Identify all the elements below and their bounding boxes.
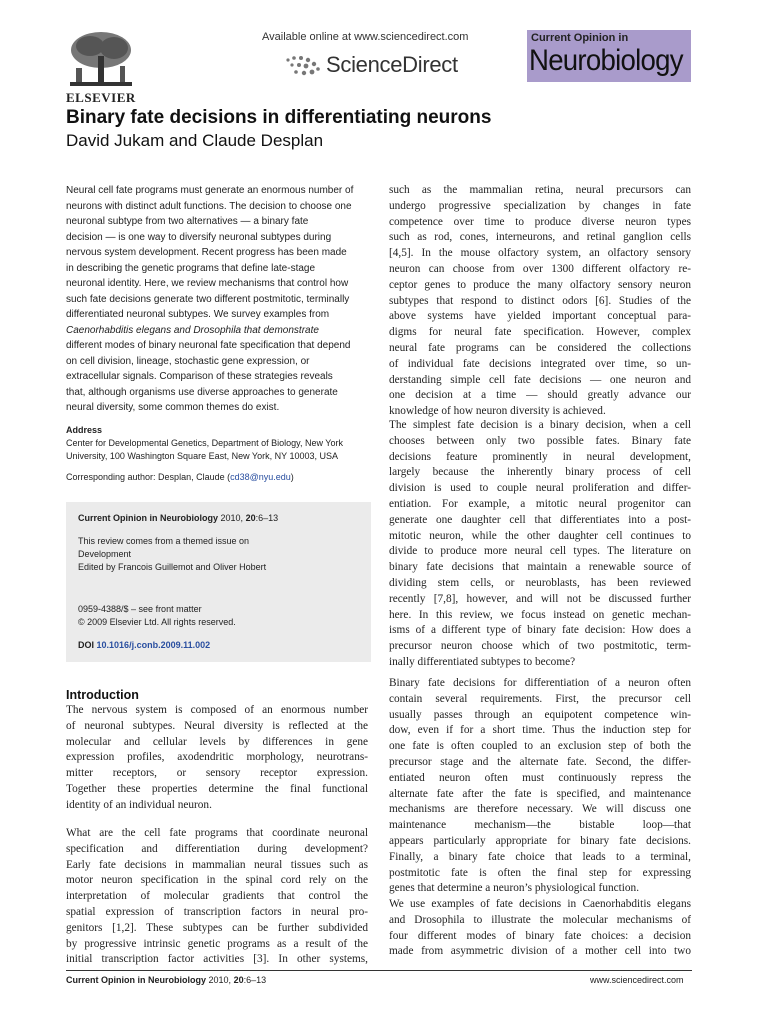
publisher-wordmark: ELSEVIER <box>66 90 136 105</box>
corresponding-author <box>66 472 371 482</box>
text-line: made from asymmetric division of a mother cell into two <box>389 945 691 958</box>
corresponding-prefix: Corresponding author: Desplan, Claude ( <box>66 472 231 482</box>
text-line: Early fate decisions in mammalian neural tissues such as <box>66 858 368 871</box>
text-line: genitors [1,2]. These subtypes can be further subdivided <box>66 921 368 934</box>
journal-name-line2: Neurobiology <box>529 44 683 77</box>
text-line: here. In this review, we focus instead on genetic mechan- <box>389 608 691 621</box>
sciencedirect-wordmark: ScienceDirect <box>326 52 458 77</box>
address-block <box>66 424 371 463</box>
abstract-line: Caenorhabditis elegans and Drosophila that demonstrate <box>66 324 319 336</box>
text-line: We use examples of fate decisions in Caenorhabditis elegans <box>389 898 691 910</box>
text-line: motor neuron specification in the spinal cord rely on the <box>66 874 368 887</box>
text-line: genes that determine a neuron’s physiological function. <box>389 882 640 895</box>
text-line: derstanding simple cell fate decisions — one neuron and <box>389 373 691 386</box>
footer-year: 2010, <box>208 975 232 985</box>
text-line: appears particularly appropriate for binary fate decisions. <box>389 834 691 847</box>
footer-divider <box>66 970 692 971</box>
right-paragraph-3 <box>389 676 691 897</box>
info-review-editors: Edited by Francois Guillemot and Oliver Hobert <box>78 562 267 572</box>
abstract-line: extracellular signals. Comparison of these strategies reveals <box>66 371 333 382</box>
sciencedirect-logo <box>284 52 464 80</box>
text-line: generate one daughter cell that differentiates into a post- <box>389 513 691 526</box>
info-issn <box>78 603 236 629</box>
footer-journal: Current Opinion in Neurobiology <box>66 975 206 985</box>
text-line: contain several requirements. First, the precursor cell <box>389 692 691 705</box>
text-line: ceptor genes to produce the many olfactory sensory neuron <box>389 278 691 291</box>
author-email-link[interactable]: cd38@nyu.edu <box>230 472 291 482</box>
right-paragraph-4 <box>389 897 691 960</box>
abstract-line: on cell division, lineage, stochastic gene expression, or <box>66 355 310 367</box>
text-line: [4,5]. In the mouse olfactory system, an olfactory sensory <box>389 247 691 260</box>
abstract-line: Neural cell fate programs must generate an enormous number of <box>66 185 354 196</box>
text-line: such as the mammalian retina, neural precursors can <box>389 184 691 196</box>
info-journal: Current Opinion in Neurobiology <box>78 513 218 523</box>
sciencedirect-dots-icon <box>284 54 322 78</box>
text-line: The simplest fate decision is a binary decision, when a cell <box>389 419 691 431</box>
text-line: Finally, a binary fate choice that leads to a terminal, <box>389 850 691 863</box>
available-online-text: Available online at www.sciencedirect.com <box>262 31 469 43</box>
info-review-line: This review comes from a themed issue on <box>78 536 250 546</box>
abstract <box>66 183 366 416</box>
article-title: Binary fate decisions in differentiating neurons <box>66 107 492 128</box>
text-line: dow, even if for a short time. Thus the induction step for <box>389 724 691 737</box>
text-line: undergo progressive specialization by changes in fate <box>389 199 691 212</box>
text-line: division is used to couple neural proliferation and differ- <box>389 482 691 495</box>
text-line: mechanisms are therefore necessary. We will discuss one <box>389 803 691 816</box>
text-line: initial transcription factor activities [3]. In other systems, <box>66 953 368 966</box>
info-doi <box>78 640 210 650</box>
text-line: binary fate decisions that maintain a renewable source of <box>389 561 691 574</box>
text-line: maintenance mechanism—the bistable loop—that <box>389 819 691 832</box>
abstract-line: neuronal identity. Here, we review mechanisms that control how <box>66 278 349 289</box>
text-line: largely because the inherently binary process of cell <box>389 466 691 479</box>
abstract-line: neural diversity, some common themes do exist. <box>66 402 280 413</box>
footer-pages: :6–13 <box>243 975 267 985</box>
text-line: identity of an individual neuron. <box>66 798 212 811</box>
text-line: decisions feature prominently in neural development, <box>389 450 691 463</box>
text-line: such as rod, cones, interneurons, and retinal ganglion cells <box>389 231 691 244</box>
journal-logo-box <box>527 30 691 82</box>
text-line: of neuronal subtypes. Neural diversity is reflected at the <box>66 719 368 732</box>
text-line: digms for neural fate specification. However, complex <box>389 326 691 339</box>
introduction-heading: Introduction <box>66 688 139 702</box>
abstract-line: neurons with distinct adult functions. The decision to choose one <box>66 200 352 212</box>
text-line: precursor stage and the alternate fate. Second, the differ- <box>389 755 691 768</box>
article-authors: David Jukam and Claude Desplan <box>66 131 324 150</box>
intro-paragraph-1 <box>66 703 368 814</box>
text-line: precursor neuron choose which of two postmitotic, term- <box>389 640 691 653</box>
info-volume: 20 <box>245 513 256 523</box>
text-line: divide to produce more neural cell types. The literature on <box>389 545 691 558</box>
text-line: entiation. For example, a mitotic neural progenitor can <box>389 497 691 510</box>
text-line: subtypes that respond to distinct odors [6]. Studies of the <box>389 294 691 307</box>
text-line: one decision at a time — should greatly advance our <box>389 389 691 402</box>
text-line: mitotic neuron, while the other daughter cell continues to <box>389 529 691 542</box>
text-line: entiated neuron often must continuously repress the <box>389 771 691 784</box>
text-line: spatial expression of transcription factors in neural pro- <box>66 905 368 918</box>
text-line: mitter receptors, or sensory receptor expression. <box>66 767 368 780</box>
text-line: recently [7,8], however, and will not be discussed further <box>389 592 691 605</box>
info-review-issue: Development <box>78 549 132 559</box>
text-line: What are the cell fate programs that coordinate neuronal <box>66 827 368 839</box>
text-line: Binary fate decisions for differentiation of a neuron often <box>389 677 691 689</box>
abstract-line: such fate decisions generate two different postmitotic, terminally <box>66 293 350 305</box>
text-line: competence over time to produce diverse neuron types <box>389 215 691 228</box>
abstract-line: that, although organisms use diverse approaches to generate <box>66 386 338 398</box>
info-year: 2010, <box>220 513 244 523</box>
text-line: neural fate programs can be considered the collections <box>389 341 691 354</box>
text-line: four different modes of binary fate choices: a decision <box>389 929 691 942</box>
footer-website-link[interactable]: www.sciencedirect.com <box>590 975 684 985</box>
text-line: of individual fate decisions integrated over time, so un- <box>389 357 691 370</box>
text-line: postmitotic fate is often the final step for expressing <box>389 866 691 879</box>
issn-text: 0959-4388/$ – see front matter <box>78 604 202 614</box>
copyright-text: © 2009 Elsevier Ltd. All rights reserved. <box>78 617 236 627</box>
abstract-line: nervous system development. Recent progress has been made <box>66 247 347 258</box>
footer-volume: 20 <box>233 975 244 985</box>
abstract-line: different modes of binary neuronal fate specification that depend <box>66 340 351 351</box>
info-review-note <box>78 535 266 574</box>
text-line: specification and differentiation during development? <box>66 842 368 855</box>
abstract-line: neuronal subtype from two alternatives — a binary fate <box>66 216 309 227</box>
text-line: The nervous system is composed of an enormous number <box>66 704 368 716</box>
text-line: knowledge of how neuron diversity is achieved. <box>389 405 606 418</box>
info-pages: :6–13 <box>255 513 279 523</box>
address-text: Center for Developmental Genetics, Department of Biology, New York University, 100 Washington Square East, New York, NY 10003, USA <box>66 438 343 461</box>
info-citation <box>78 513 278 523</box>
abstract-line: differentiated neuronal subtypes. We survey examples from <box>66 309 330 320</box>
text-line: molecular and cellular levels by differences in gene <box>66 735 368 748</box>
text-line: expression profiles, axodendritic morphology, neurotrans- <box>66 751 368 764</box>
address-label: Address <box>66 425 103 435</box>
text-line: neuron can choose from over 1300 different olfactory re- <box>389 262 691 275</box>
text-line: above systems have yielded important conceptual para- <box>389 310 691 323</box>
text-line: Together these properties determine the final functional <box>66 782 368 795</box>
text-line: interpretation of molecular gradients that control the <box>66 890 368 903</box>
text-line: alternate fate after the fate is specified, and maintenance <box>389 787 691 800</box>
text-line: inally differentiated subtypes to become? <box>389 655 576 668</box>
right-paragraph-1 <box>389 183 691 420</box>
footer-citation <box>66 975 266 985</box>
text-line: dividing stem cells, or neuroblasts, has been reviewed <box>389 576 691 589</box>
text-line: usually passes through an equipotent competence win- <box>389 708 691 721</box>
text-line: one fate is often coupled to an exclusion step of both the <box>389 740 691 753</box>
doi-link[interactable]: 10.1016/j.conb.2009.11.002 <box>96 640 211 650</box>
text-line: isms of a different type of binary fate decision: How does a <box>389 624 691 637</box>
right-paragraph-2 <box>389 418 691 671</box>
intro-paragraph-2 <box>66 826 368 968</box>
elsevier-tree-logo <box>62 30 140 90</box>
abstract-line: decision — is one way to diversify neuronal subtypes during <box>66 231 332 243</box>
journal-name-line1: Current Opinion in <box>531 32 629 44</box>
doi-label: DOI <box>78 640 95 650</box>
text-line: and Drosophila to illustrate the molecular mechanisms of <box>389 913 691 926</box>
text-line: by progressive intrinsic genetic programs as a result of the <box>66 937 368 950</box>
text-line: chooses between only two possible fates. Binary fate <box>389 434 691 447</box>
corresponding-suffix: ) <box>290 472 294 482</box>
abstract-line: in describing the genetic programs that define late-stage <box>66 262 316 274</box>
article-info-box <box>66 502 371 662</box>
